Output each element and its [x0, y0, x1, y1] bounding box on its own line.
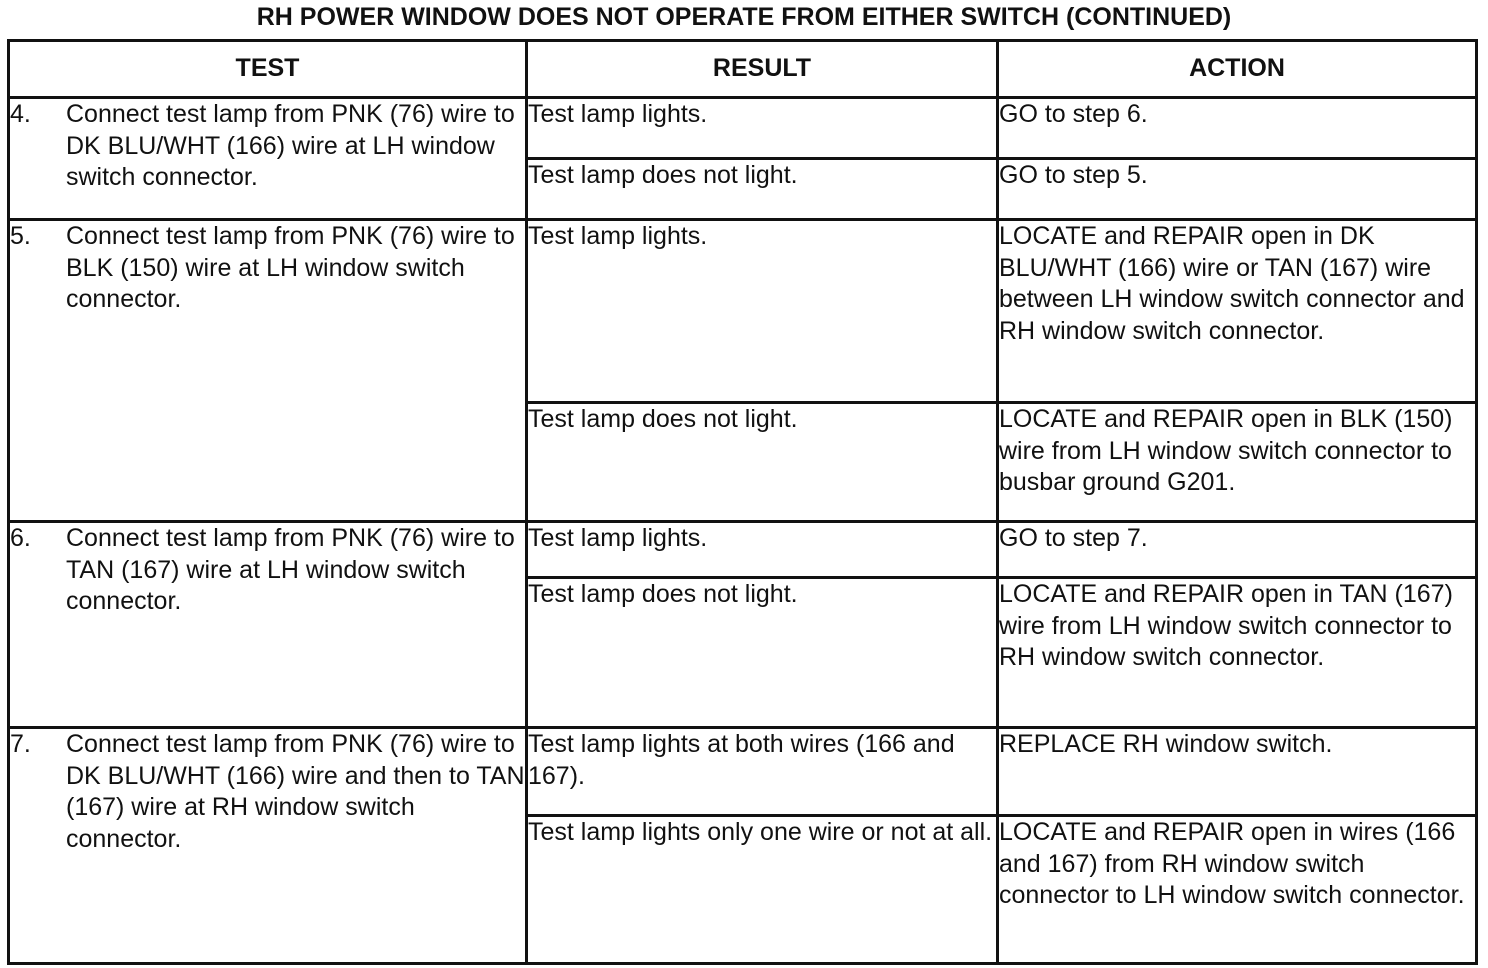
action-cell: REPLACE RH window switch.: [998, 728, 1477, 816]
page-title: RH POWER WINDOW DOES NOT OPERATE FROM EITHER SWITCH (CONTINUED): [256, 3, 1232, 31]
result-cell: Test lamp lights.: [527, 98, 998, 159]
table-row: [9, 728, 1477, 816]
step-4-test-cell: [9, 98, 527, 220]
result-cell: Test lamp lights only one wire or not at all.: [527, 816, 998, 964]
step-5-test-cell: [9, 220, 527, 522]
header-result: RESULT: [527, 41, 998, 98]
header-row: [9, 41, 1477, 98]
header-action: ACTION: [998, 41, 1477, 98]
diagnostic-table: [7, 39, 1478, 965]
result-cell: Test lamp lights.: [527, 220, 998, 403]
step-number: 7.: [10, 730, 31, 758]
table-row: [9, 98, 1477, 159]
result-cell: Test lamp lights at both wires (166 and 167).: [527, 728, 998, 816]
step-number: 6.: [10, 524, 31, 552]
result-cell: Test lamp does not light.: [527, 578, 998, 728]
action-cell: LOCATE and REPAIR open in DK BLU/WHT (166) wire or TAN (167) wire between LH window switch connector and RH window switch connector.: [998, 220, 1477, 403]
action-cell: LOCATE and REPAIR open in wires (166 and 167) from RH window switch connector to LH window switch connector.: [998, 816, 1477, 964]
action-cell: GO to step 5.: [998, 159, 1477, 220]
step-6-test-cell: [9, 522, 527, 728]
step-test-text: Connect test lamp from PNK (76) wire to DK BLU/WHT (166) wire at LH window switch connector.: [66, 100, 515, 191]
step-number: 5.: [10, 222, 31, 250]
result-cell: Test lamp does not light.: [527, 159, 998, 220]
step-test-text: Connect test lamp from PNK (76) wire to DK BLU/WHT (166) wire and then to TAN (167) wire at RH window switch connector.: [66, 730, 525, 853]
table-row: [9, 220, 1477, 403]
step-7-test-cell: [9, 728, 527, 964]
step-test-text: Connect test lamp from PNK (76) wire to BLK (150) wire at LH window switch connector.: [66, 222, 515, 313]
action-cell: LOCATE and REPAIR open in TAN (167) wire from LH window switch connector to RH window switch connector.: [998, 578, 1477, 728]
result-cell: Test lamp does not light.: [527, 403, 998, 522]
action-cell: GO to step 7.: [998, 522, 1477, 578]
result-cell: Test lamp lights.: [527, 522, 998, 578]
step-number: 4.: [10, 100, 31, 128]
action-cell: LOCATE and REPAIR open in BLK (150) wire from LH window switch connector to busbar ground G201.: [998, 403, 1477, 522]
step-test-text: Connect test lamp from PNK (76) wire to TAN (167) wire at LH window switch connector.: [66, 524, 515, 615]
table-row: [9, 522, 1477, 578]
header-test: TEST: [9, 41, 527, 98]
action-cell: GO to step 6.: [998, 98, 1477, 159]
